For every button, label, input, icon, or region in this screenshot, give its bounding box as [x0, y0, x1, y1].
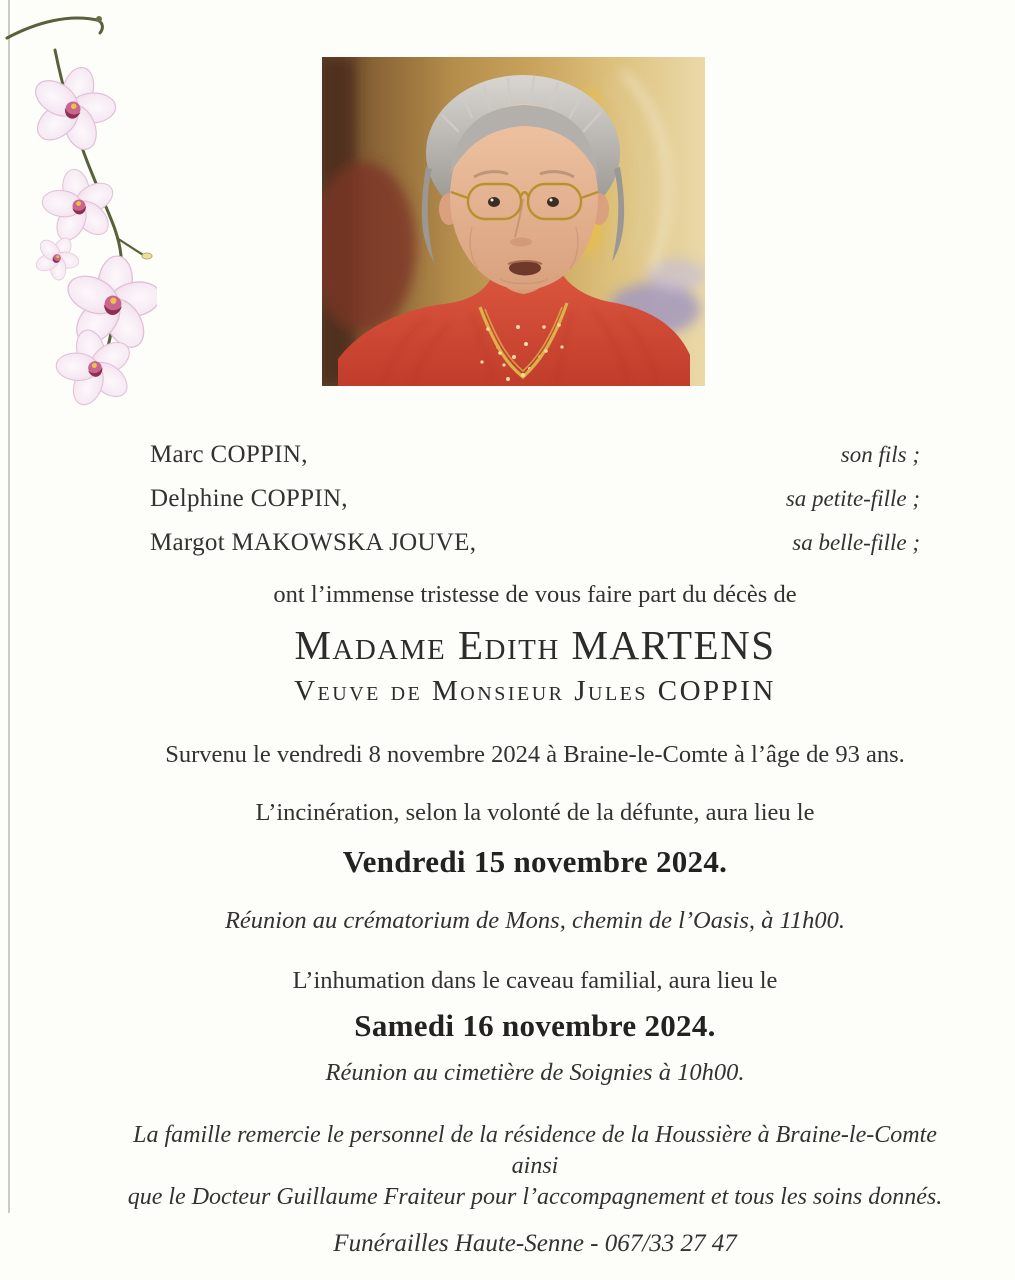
relative-row [150, 485, 920, 513]
funeral-home-footer: Funérailles Haute-Senne - 067/33 27 47 [333, 1230, 737, 1257]
thanks-line-2: que le Docteur Guillaume Fraiteur pour l’accompagnement et tous les soins donnés. [127, 1184, 943, 1210]
relative-name: Margot MAKOWSKA JOUVE, [150, 529, 477, 556]
burial-date: Samedi 16 novembre 2024. [354, 1008, 716, 1043]
orchid-icon [5, 6, 157, 406]
relative-relation: sa belle-fille ; [792, 530, 920, 555]
cremation-announcement-line: L’incinération, selon la volonté de la défunte, aura lieu le [255, 799, 815, 826]
orchid-branch-decoration [5, 6, 157, 406]
death-details-line: Survenu le vendredi 8 novembre 2024 à Braine-le-Comte à l’âge de 93 ans. [165, 741, 905, 768]
relative-name: Delphine COPPIN, [150, 485, 348, 512]
relative-relation: sa petite-fille ; [785, 486, 920, 511]
cremation-date: Vendredi 15 novembre 2024. [342, 844, 728, 879]
deceased-subtitle: Veuve de Monsieur Jules COPPIN [294, 675, 776, 707]
family-thanks-paragraph [108, 1120, 962, 1213]
relative-name: Marc COPPIN, [150, 441, 308, 468]
relative-row [150, 441, 920, 469]
relatives-list [150, 441, 920, 573]
portrait-photo [322, 57, 705, 386]
cremation-meeting-line: Réunion au crématorium de Mons, chemin de l’Oasis, à 11h00. [224, 907, 846, 934]
relative-row [150, 529, 920, 557]
burial-announcement-line: L’inhumation dans le caveau familial, aura lieu le [292, 967, 778, 994]
relative-relation: son fils ; [840, 442, 920, 467]
deceased-name: Madame Edith MARTENS [294, 622, 776, 668]
thanks-line-1: La famille remercie le personnel de la résidence de la Houssière à Braine-le-Comte ainsi [133, 1122, 937, 1179]
burial-meeting-line: Réunion au cimetière de Soignies à 10h00. [325, 1059, 745, 1086]
portrait-image [322, 57, 705, 386]
announcement-intro: ont l’immense tristesse de vous faire part du décès de [273, 581, 797, 608]
